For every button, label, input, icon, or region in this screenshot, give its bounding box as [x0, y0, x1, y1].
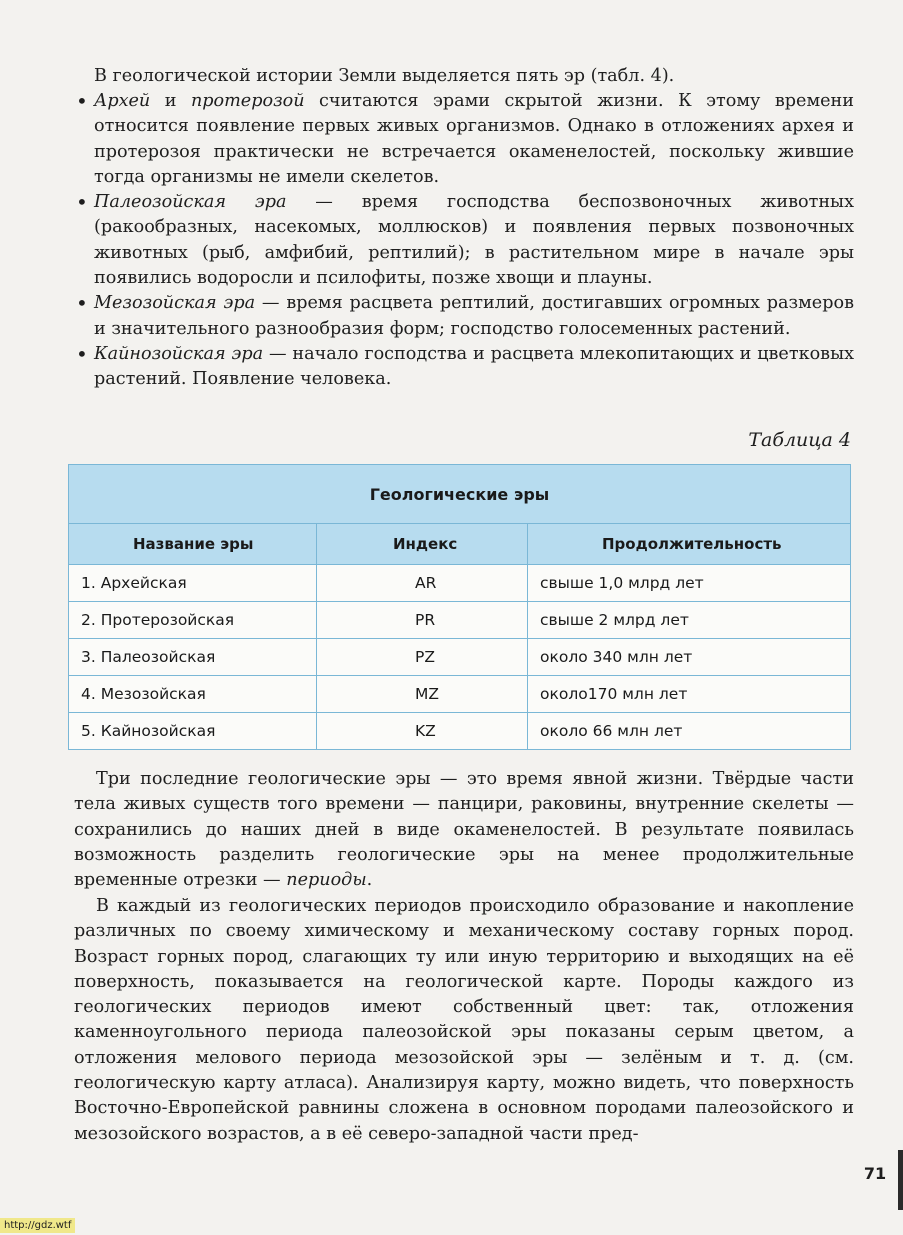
table-caption: Таблица 4 — [748, 429, 851, 451]
table-title: Геологические эры — [69, 465, 851, 524]
cell-era-name: 5. Кайнозойская — [69, 713, 317, 750]
bullet-text: — начало господства и расцвета млекопитающих и цветковых растений. Появление человека. — [94, 343, 854, 390]
table-row — [69, 565, 851, 602]
bullet-archean-proterozoic — [74, 89, 854, 190]
cell-duration: свыше 2 млрд лет — [528, 602, 851, 639]
cell-era-name: 2. Протерозойская — [69, 602, 317, 639]
era-bullet-list — [74, 89, 854, 393]
bullet-term: Архей — [94, 91, 151, 111]
cell-index: PZ — [317, 639, 528, 676]
table-row — [69, 676, 851, 713]
source-watermark-label: http://gdz.wtf — [0, 1218, 75, 1233]
bullet-mesozoic — [74, 291, 854, 342]
table-header-row — [69, 524, 851, 565]
bullet-text: — время расцвета рептилий, достигавших огромных размеров и значительного разнообразия форм; господство голосеменных растений. — [94, 293, 854, 339]
bullet-text: — время господства беспозвоночных животных (ракообразных, насекомых, моллюсков) и появления первых позвоночных животных (рыб, амфибий, рептилий); в растительном мире в начале эры появились водоросли и псилофиты, позже хвощи и плауны. — [94, 192, 854, 289]
paragraph-term: периоды — [286, 870, 367, 891]
bullet-text: считаются эрами скрытой жизни. К этому времени относится появление первых живых организмов. Однако в отложениях архея и протерозоя практически не встречается окаменелостей, поскольку жившие тогда организмы не имели скелетов. — [94, 91, 854, 187]
paragraph-explicit-life — [74, 767, 854, 893]
paragraph-text: Три последние геологические эры — это время явной жизни. Твёрдые части тела живых существ того времени — панцири, раковины, внутренние скелеты — сохранились до наших дней в виде окаменелостей. В результате появилась возможность разделить геологические эры на менее продолжительные временные отрезки — — [74, 769, 854, 891]
page-edge-strip — [898, 1150, 903, 1210]
intro-paragraph: В геологической истории Земли выделяется пять эр (табл. 4). — [94, 66, 675, 86]
cell-duration: около 340 млн лет — [528, 639, 851, 676]
table-row — [69, 713, 851, 750]
header-era-name: Название эры — [69, 524, 317, 565]
cell-index: KZ — [317, 713, 528, 750]
cell-duration: свыше 1,0 млрд лет — [528, 565, 851, 602]
bullet-term: протерозой — [190, 91, 305, 111]
cell-duration: около170 млн лет — [528, 676, 851, 713]
bullet-term: Палеозойская эра — [94, 192, 287, 213]
page-number: 71 — [863, 1164, 887, 1183]
paragraph-geological-periods: В каждый из геологических периодов происходило образование и накопление различных по своему химическому и механическому составу горных пород. Возраст горных пород, слагающих ту или иную территорию и выходящих на её поверхность, показывается на геологической карте. Породы каждого из геологических периодов имеют собственный цвет: так, отложения каменноугольного периода палеозойской эры показаны серым цветом, а отложения мелового периода мезозойской эры — зелёным и т. д. (см. геологическую карту атласа). Анализируя карту, можно видеть, что поверхность Восточно-Европейской равнины сложена в основном породами палеозойского и мезозойского возрастов, а в её северо-западной части пред- — [74, 896, 854, 1144]
header-index: Индекс — [317, 524, 528, 565]
cell-era-name: 4. Мезозойская — [69, 676, 317, 713]
bullet-term: Мезозойская эра — [94, 293, 256, 314]
cell-index: PR — [317, 602, 528, 639]
paragraph-end: . — [366, 870, 373, 891]
geological-eras-table — [68, 464, 851, 750]
cell-era-name: 3. Палеозойская — [69, 639, 317, 676]
table-row — [69, 602, 851, 639]
cell-duration: около 66 млн лет — [528, 713, 851, 750]
bullet-conjunction: и — [150, 91, 191, 111]
header-duration: Продолжительность — [528, 524, 851, 565]
bullet-cenozoic — [74, 342, 854, 393]
cell-era-name: 1. Архейская — [69, 565, 317, 602]
cell-index: MZ — [317, 676, 528, 713]
bullet-term: Кайнозойская эра — [94, 343, 264, 364]
bullet-paleozoic — [74, 190, 854, 291]
table-row — [69, 639, 851, 676]
cell-index: AR — [317, 565, 528, 602]
